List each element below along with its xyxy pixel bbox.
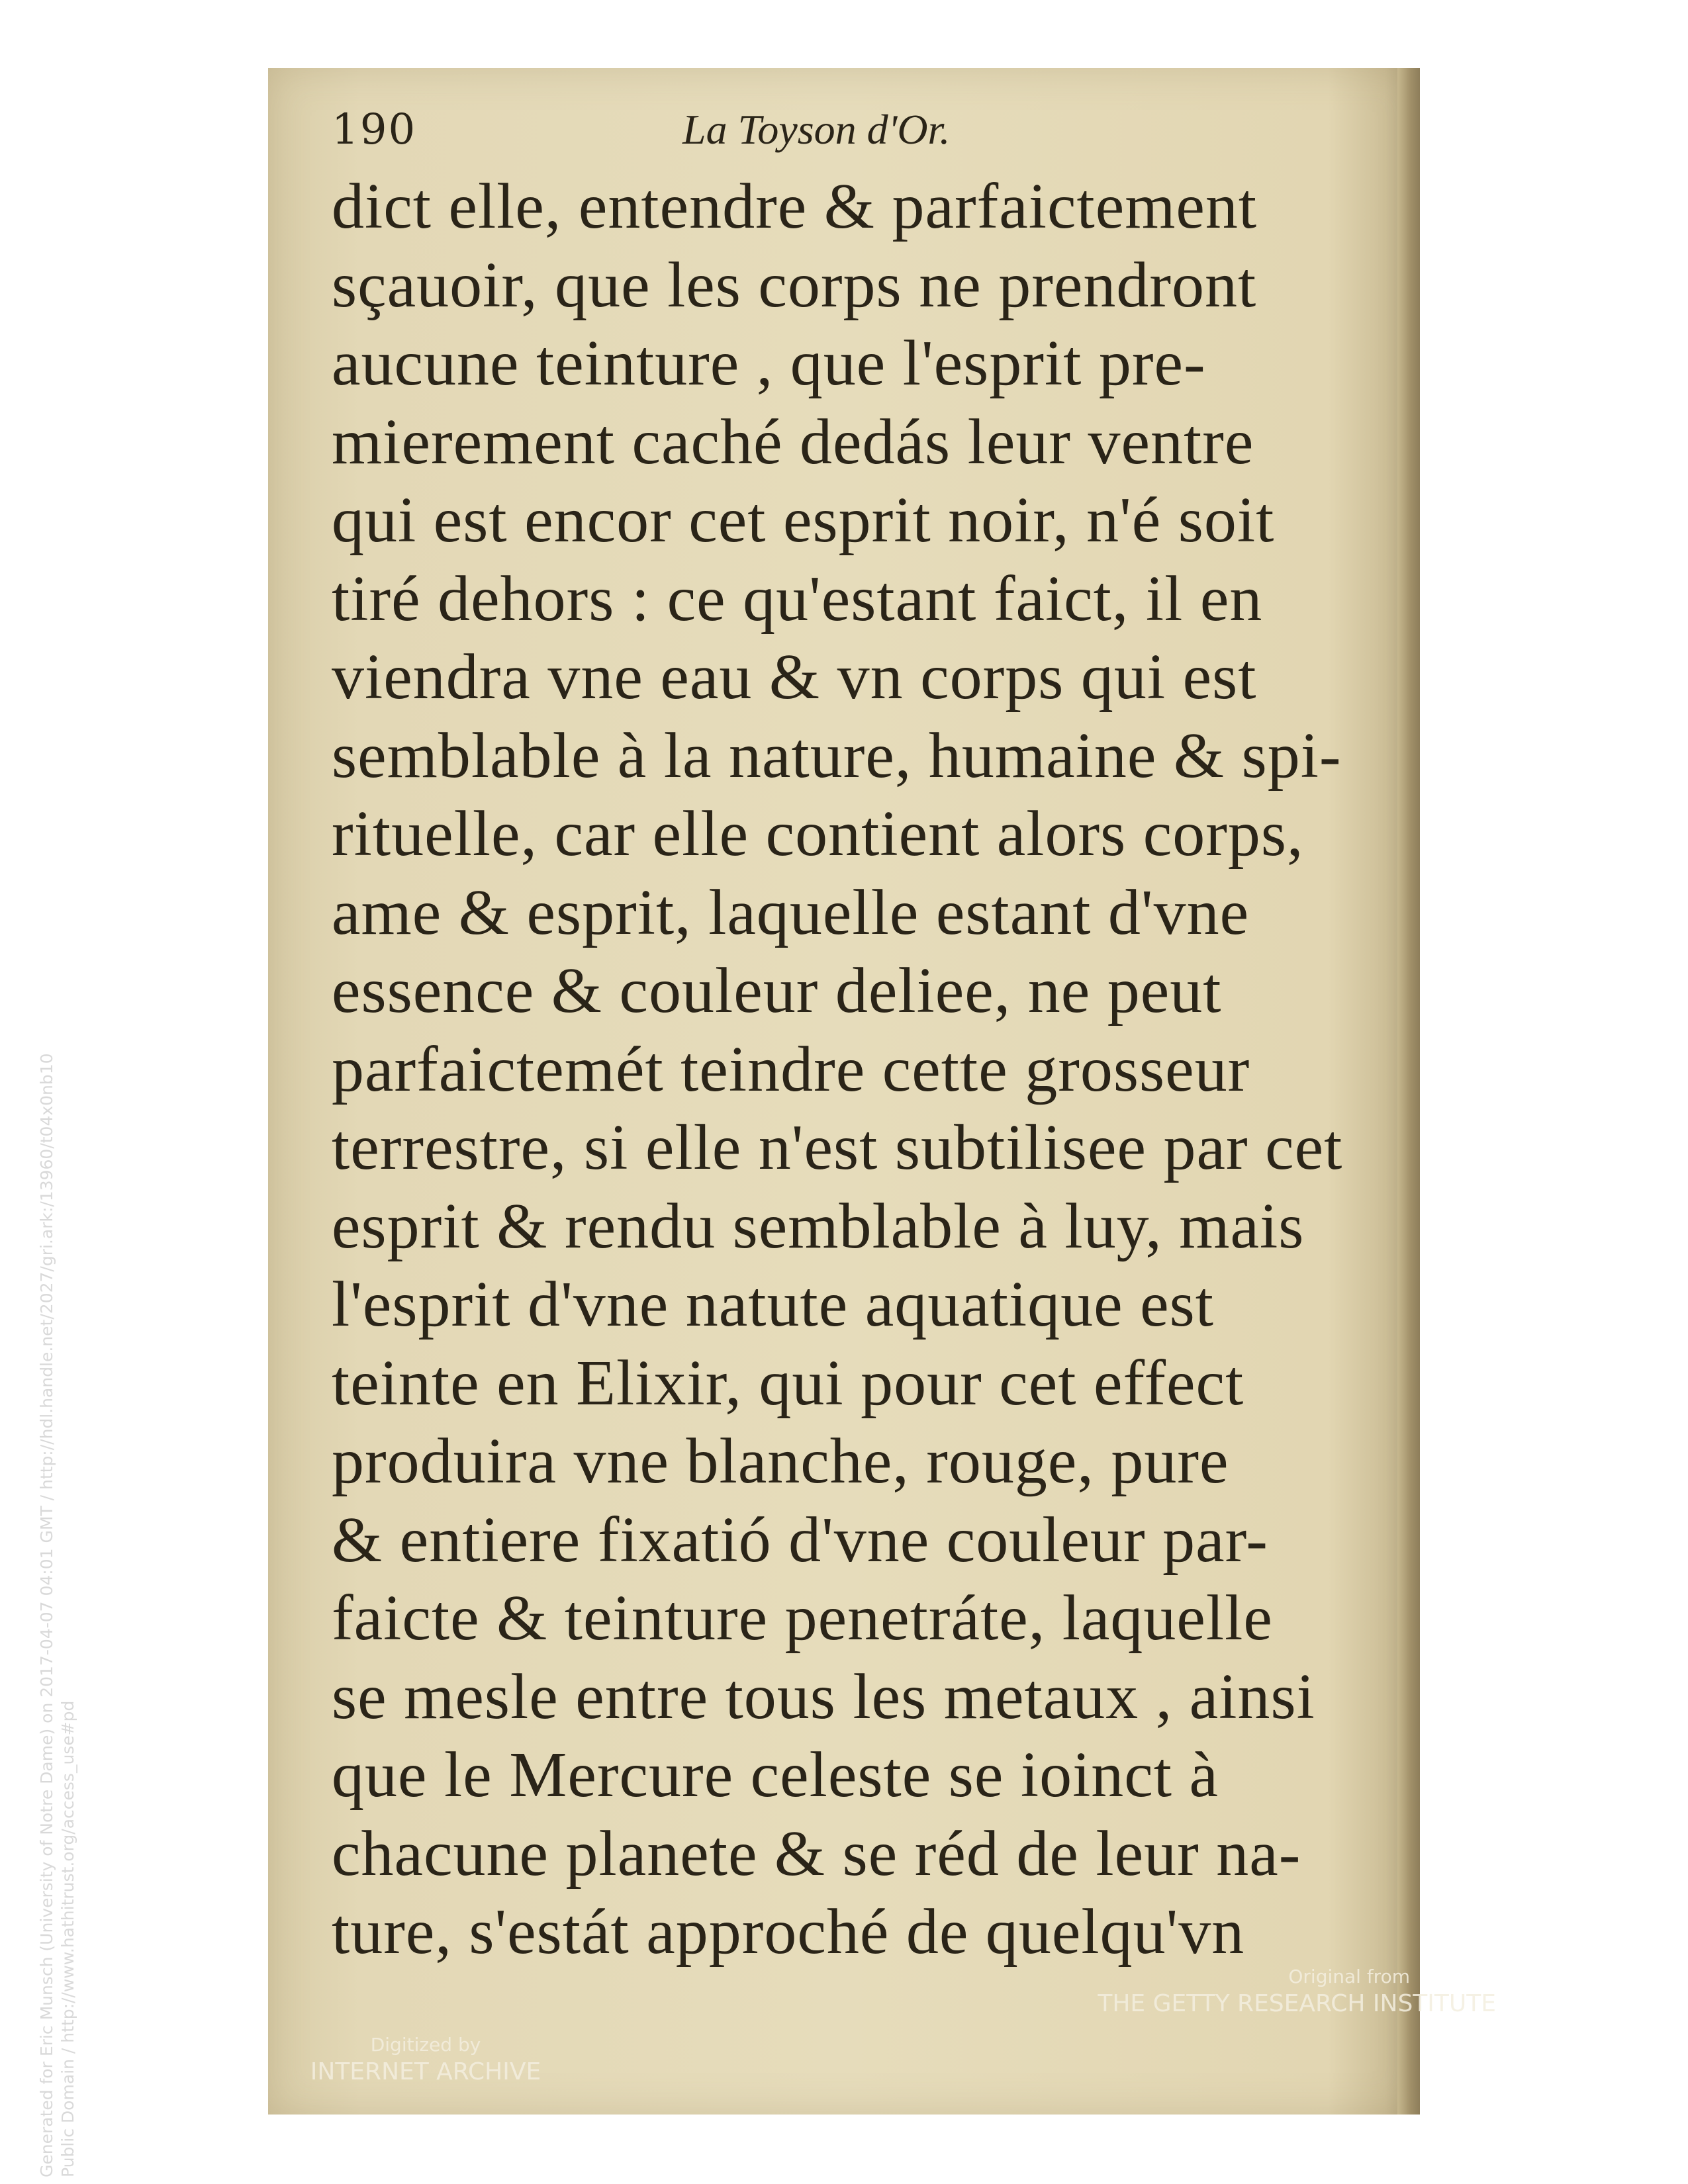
side-note-line-1: Generated for Eric Munsch (University of Notre Dame) on 2017-04-07 04:01 GMT / http://hdl.handle.net/2027/gri.ark:/13960/t04x0nb10 [37, 1053, 56, 2177]
text-line: produira vne blanche, rouge, pure [332, 1426, 1229, 1497]
text-line: faicte & teinture penetráte, laquelle [332, 1582, 1273, 1654]
internet-archive-label: INTERNET ARCHIVE [310, 2058, 541, 2085]
generated-for-side-note [36, 788, 79, 2177]
text-line: parfaictemét teindre cette grosseur [332, 1033, 1250, 1105]
text-line: teinte en Elixir, qui pour cet effect [332, 1347, 1244, 1419]
text-line: se mesle entre tous les metaux , ainsi [332, 1661, 1315, 1733]
digitized-by-watermark [287, 2034, 565, 2085]
text-line: mierement caché dedás leur ventre [332, 406, 1254, 478]
text-line: ame & esprit, laquelle estant d'vne [332, 876, 1250, 948]
book-spine-shadow [1397, 68, 1420, 2115]
text-line: esprit & rendu semblable à luy, mais [332, 1190, 1305, 1262]
running-title: La Toyson d'Or. [682, 106, 951, 153]
original-from-watermark [1033, 1966, 1496, 2017]
page-number: 190 [332, 105, 417, 154]
original-from-label: Original from [1288, 1966, 1410, 1987]
page-header [332, 105, 1192, 165]
text-line: chacune planete & se réd de leur na- [332, 1817, 1301, 1889]
body-text [332, 167, 1371, 1972]
text-line: dict elle, entendre & parfaictement [332, 171, 1258, 242]
text-line: qui est encor cet esprit noir, n'é soit [332, 484, 1275, 556]
text-line: rituelle, car elle contient alors corps, [332, 798, 1304, 870]
text-line: que le Mercure celeste se ioinct à [332, 1739, 1219, 1811]
book-page-scan [268, 68, 1420, 2115]
text-line: viendra vne eau & vn corps qui est [332, 641, 1257, 713]
text-line: semblable à la nature, humaine & spi- [332, 719, 1342, 792]
side-note-line-2: Public Domain / http://www.hathitrust.org/access_use#pd [58, 1700, 77, 2177]
getty-institute-label: THE GETTY RESEARCH INSTITUTE [1098, 1990, 1496, 2017]
text-line: sçauoir, que les corps ne prendront [332, 249, 1257, 321]
digitized-by-label: Digitized by [370, 2034, 481, 2056]
text-line: ture, s'estát approché de quelqu'vn [332, 1896, 1245, 1968]
text-line: tiré dehors : ce qu'estant faict, il en [332, 563, 1263, 635]
text-line: & entiere fixatió d'vne couleur par- [332, 1504, 1268, 1576]
text-line: terrestre, si elle n'est subtilisee par cet [332, 1112, 1343, 1183]
text-line: essence & couleur deliee, ne peut [332, 955, 1222, 1026]
text-line: l'esprit d'vne natute aquatique est [332, 1269, 1215, 1340]
text-line: aucune teinture , que l'esprit pre- [332, 328, 1206, 399]
